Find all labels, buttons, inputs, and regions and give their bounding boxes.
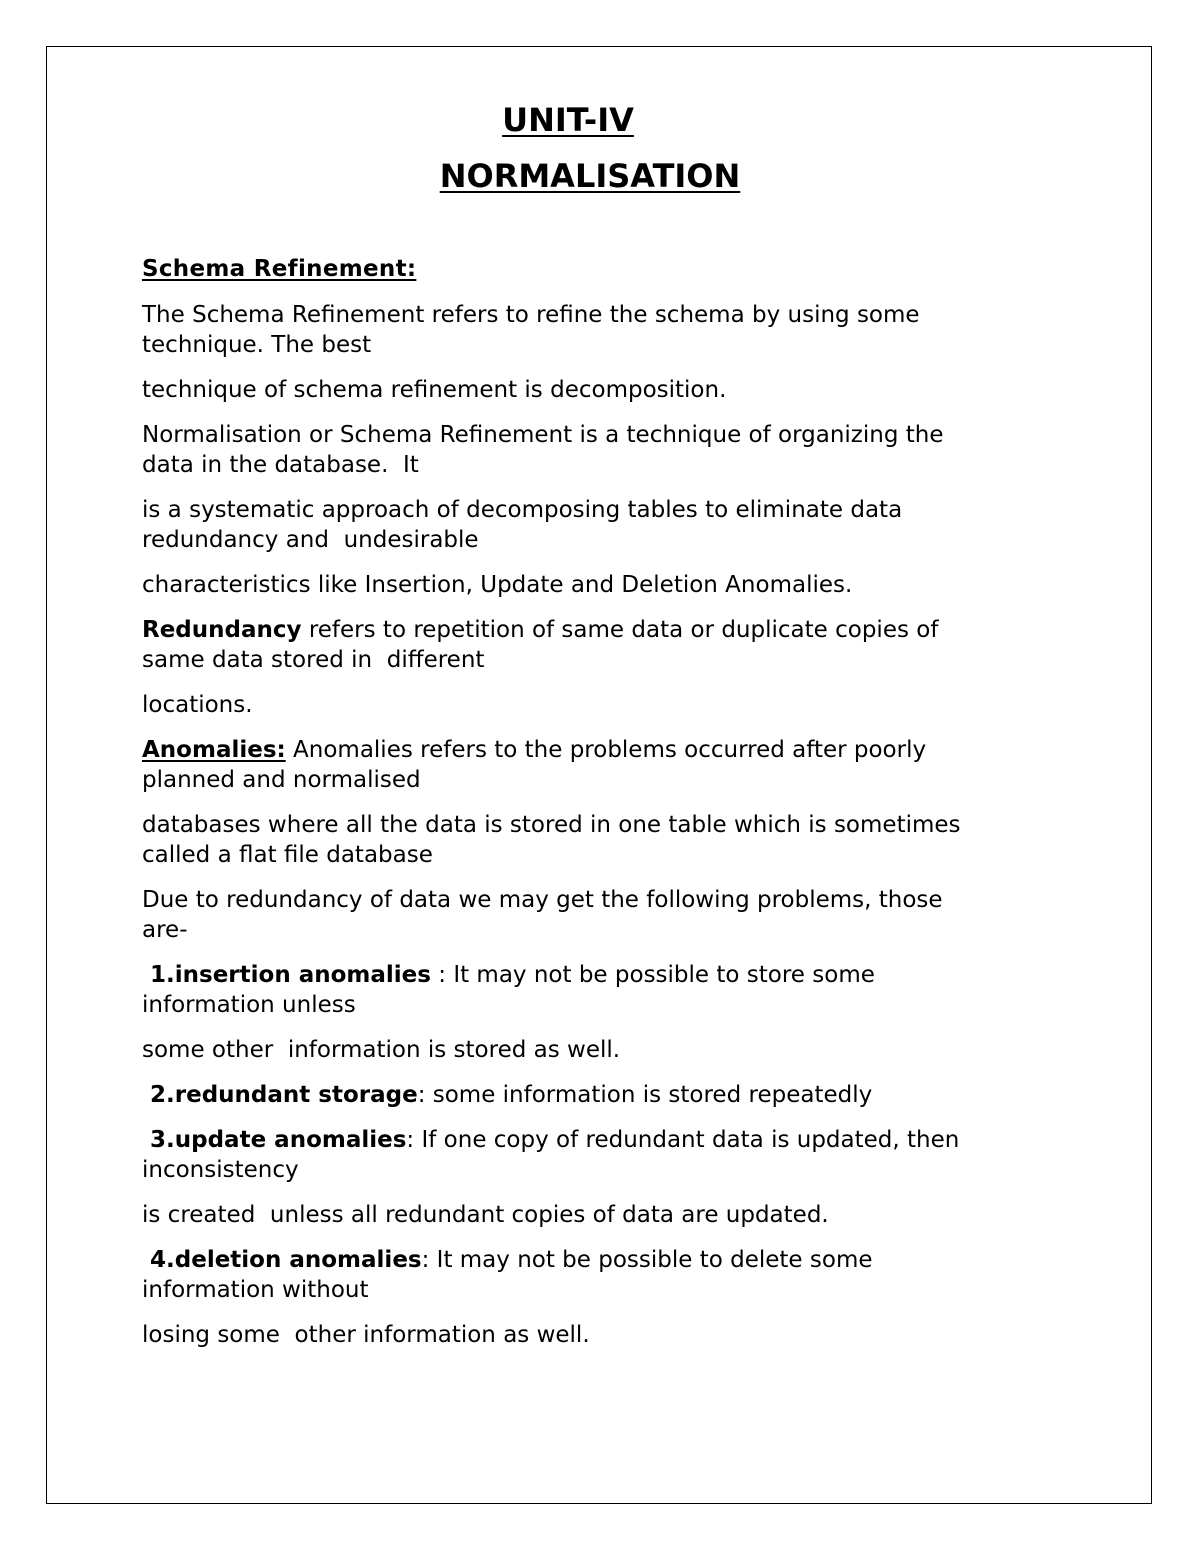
redundancy-term: Redundancy <box>142 617 302 643</box>
list-item-update-cont: is created unless all redundant copies of data are updated. <box>142 1202 829 1228</box>
paragraph-schema-refinement: The Schema Refinement refers to refine the schema by using some technique. The best <box>142 302 920 358</box>
insertion-term: 1.insertion anomalies <box>142 962 431 988</box>
redundancy-text: refers to repetition of same data or duplicate copies of same data stored in different <box>142 617 939 673</box>
list-item-insertion-cont: some other information is stored as well. <box>142 1037 621 1063</box>
deletion-text: : It may not be possible to delete some information without <box>142 1247 873 1303</box>
document-body <box>142 254 1062 1365</box>
paragraph-normalisation: Normalisation or Schema Refinement is a technique of organizing the data in the database. It <box>142 422 944 478</box>
paragraph-decomposition: technique of schema refinement is decomposition. <box>142 377 727 403</box>
redundant-storage-term: 2.redundant storage <box>142 1082 418 1108</box>
section-heading: Schema Refinement: <box>142 256 417 282</box>
paragraph-anomalies <box>142 735 1062 795</box>
update-text: : If one copy of redundant data is updated, then inconsistency <box>142 1127 960 1183</box>
insertion-text: : It may not be possible to store some information unless <box>142 962 875 1018</box>
paragraph-characteristics: characteristics like Insertion, Update and Deletion Anomalies. <box>142 572 853 598</box>
unit-title: UNIT-IV <box>502 101 634 139</box>
paragraph-due-to: Due to redundancy of data we may get the following problems, those are- <box>142 887 943 943</box>
list-item-deletion-cont: losing some other information as well. <box>142 1322 590 1348</box>
anomalies-term: Anomalies: <box>142 737 286 763</box>
paragraph-systematic-approach: is a systematic approach of decomposing tables to eliminate data redundancy and undesirable <box>142 497 903 553</box>
paragraph-redundancy <box>142 615 1062 675</box>
page-title: NORMALISATION <box>439 157 741 195</box>
list-item-deletion <box>142 1245 1062 1305</box>
list-item-update <box>142 1125 1062 1185</box>
update-term: 3.update anomalies <box>142 1127 407 1153</box>
list-item-redundant-storage <box>142 1080 1062 1110</box>
redundant-storage-text: : some information is stored repeatedly <box>417 1082 873 1108</box>
paragraph-locations: locations. <box>142 692 253 718</box>
list-item-insertion <box>142 960 1062 1020</box>
paragraph-flat-file: databases where all the data is stored in one table which is sometimes called a flat file database <box>142 812 961 868</box>
anomalies-text: Anomalies refers to the problems occurred after poorly planned and normalised <box>142 737 927 793</box>
deletion-term: 4.deletion anomalies <box>142 1247 422 1273</box>
